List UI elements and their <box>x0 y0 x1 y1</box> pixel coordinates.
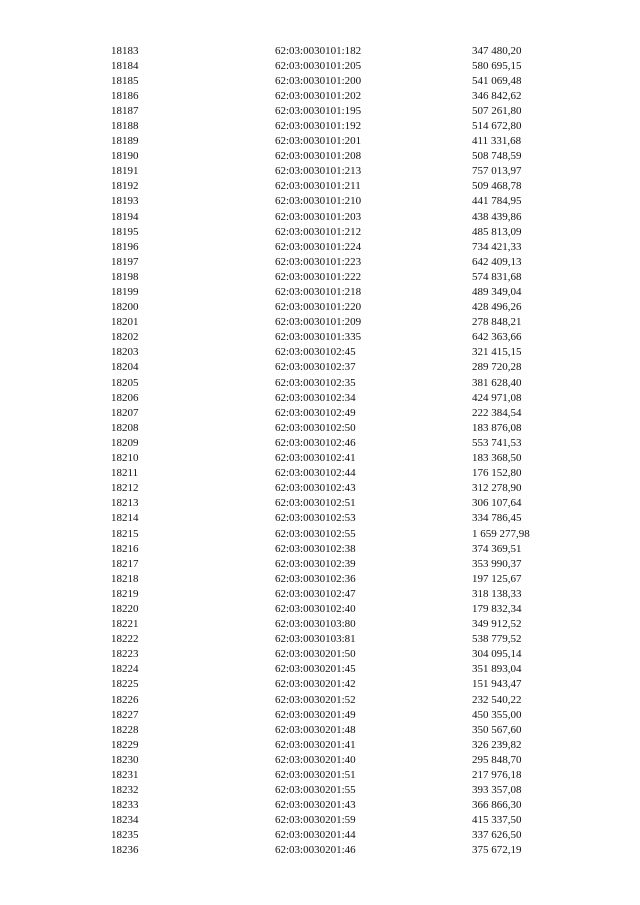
row-number: 18220 <box>111 602 139 615</box>
cadastral-number: 62:03:0030102:37 <box>275 361 356 374</box>
cadastral-number: 62:03:0030201:55 <box>275 784 356 797</box>
cadastral-number: 62:03:0030103:80 <box>275 618 356 631</box>
cadastral-value: 411 331,68 <box>472 135 522 148</box>
row-number: 18215 <box>111 527 139 540</box>
cadastral-number: 62:03:0030102:55 <box>275 527 356 540</box>
cadastral-value: 438 439,86 <box>472 210 522 223</box>
row-number: 18204 <box>111 361 139 374</box>
row-number: 18186 <box>111 89 139 102</box>
cadastral-value: 337 626,50 <box>472 829 522 842</box>
cadastral-value: 353 990,37 <box>472 557 522 570</box>
cadastral-value: 347 480,20 <box>472 44 522 57</box>
row-number: 18218 <box>111 572 139 585</box>
table-row <box>0 59 640 74</box>
cadastral-value: 366 866,30 <box>472 799 522 812</box>
cadastral-number: 62:03:0030101:222 <box>275 270 362 283</box>
cadastral-number: 62:03:0030102:38 <box>275 542 356 555</box>
table-row <box>0 511 640 526</box>
table-row <box>0 376 640 391</box>
cadastral-number: 62:03:0030201:40 <box>275 753 356 766</box>
table-row <box>0 738 640 753</box>
cadastral-number: 62:03:0030101:203 <box>275 210 362 223</box>
table-row <box>0 632 640 647</box>
row-number: 18231 <box>111 769 139 781</box>
cadastral-number: 62:03:0030101:209 <box>275 316 362 329</box>
table-row <box>0 527 640 542</box>
cadastral-number: 62:03:0030101:218 <box>275 286 362 298</box>
cadastral-number: 62:03:0030101:223 <box>275 255 362 268</box>
row-number: 18184 <box>111 59 139 72</box>
row-number: 18196 <box>111 240 139 253</box>
table-row <box>0 843 640 858</box>
cadastral-number: 62:03:0030201:43 <box>275 799 356 812</box>
cadastral-value: 441 784,95 <box>472 195 522 208</box>
cadastral-value: 375 672,19 <box>472 844 522 857</box>
table-row <box>0 134 640 149</box>
table-row <box>0 768 640 783</box>
row-number: 18224 <box>111 663 139 676</box>
row-number: 18200 <box>111 301 139 314</box>
cadastral-number: 62:03:0030101:202 <box>275 89 362 102</box>
table-row <box>0 693 640 708</box>
table-row <box>0 481 640 496</box>
row-number: 18235 <box>111 829 139 842</box>
cadastral-value: 306 107,64 <box>472 497 522 510</box>
cadastral-number: 62:03:0030101:182 <box>275 44 362 57</box>
cadastral-number: 62:03:0030102:51 <box>275 497 356 510</box>
table-row <box>0 255 640 270</box>
row-number: 18234 <box>111 814 139 827</box>
row-number: 18192 <box>111 180 139 193</box>
table-row <box>0 662 640 677</box>
cadastral-number: 62:03:0030201:45 <box>275 663 356 676</box>
row-number: 18233 <box>111 799 139 812</box>
table-row <box>0 542 640 557</box>
row-number: 18212 <box>111 482 139 495</box>
cadastral-number: 62:03:0030101:205 <box>275 59 362 72</box>
row-number: 18201 <box>111 316 139 329</box>
cadastral-number: 62:03:0030102:45 <box>275 346 356 359</box>
cadastral-number: 62:03:0030102:40 <box>275 602 356 615</box>
table-row <box>0 89 640 104</box>
table-row <box>0 300 640 315</box>
table-row <box>0 119 640 134</box>
cadastral-value: 574 831,68 <box>472 270 522 283</box>
cadastral-number: 62:03:0030101:212 <box>275 225 362 238</box>
cadastral-value: 514 672,80 <box>472 119 522 132</box>
table-row <box>0 451 640 466</box>
table-row <box>0 104 640 119</box>
table-row <box>0 723 640 738</box>
row-number: 18198 <box>111 270 139 283</box>
row-number: 18214 <box>111 512 139 525</box>
row-number: 18185 <box>111 74 139 87</box>
row-number: 18188 <box>111 119 139 132</box>
cadastral-value: 312 278,90 <box>472 482 522 495</box>
cadastral-value: 326 239,82 <box>472 738 522 751</box>
cadastral-number: 62:03:0030201:52 <box>275 693 356 706</box>
cadastral-number: 62:03:0030201:42 <box>275 678 356 691</box>
row-number: 18225 <box>111 678 139 691</box>
cadastral-value: 289 720,28 <box>472 361 522 374</box>
table-row <box>0 74 640 89</box>
cadastral-value: 278 848,21 <box>472 316 522 329</box>
table-row <box>0 240 640 255</box>
row-number: 18216 <box>111 542 139 555</box>
cadastral-number: 62:03:0030201:49 <box>275 708 356 721</box>
row-number: 18213 <box>111 497 139 510</box>
cadastral-value: 485 813,09 <box>472 225 522 238</box>
cadastral-value: 151 943,47 <box>472 678 522 691</box>
cadastral-value: 318 138,33 <box>472 587 522 600</box>
cadastral-value: 381 628,40 <box>472 376 522 389</box>
row-number: 18195 <box>111 225 139 238</box>
cadastral-number: 62:03:0030102:46 <box>275 436 356 449</box>
table-row <box>0 149 640 164</box>
table-row <box>0 179 640 194</box>
table-row <box>0 617 640 632</box>
cadastral-number: 62:03:0030101:210 <box>275 195 362 208</box>
cadastral-value: 393 357,08 <box>472 784 522 797</box>
cadastral-value: 757 013,97 <box>472 165 522 178</box>
table-row <box>0 270 640 285</box>
cadastral-number: 62:03:0030101:200 <box>275 74 362 87</box>
table-row <box>0 466 640 481</box>
cadastral-number: 62:03:0030101:192 <box>275 119 362 132</box>
row-number: 18190 <box>111 150 139 163</box>
table-row <box>0 194 640 209</box>
table-row <box>0 360 640 375</box>
cadastral-value: 232 540,22 <box>472 693 522 706</box>
cadastral-value: 642 409,13 <box>472 255 522 268</box>
row-number: 18202 <box>111 331 139 344</box>
row-number: 18223 <box>111 648 139 661</box>
cadastral-value: 509 468,78 <box>472 180 522 193</box>
cadastral-number: 62:03:0030201:44 <box>275 829 356 842</box>
row-number: 18194 <box>111 210 139 223</box>
row-number: 18222 <box>111 633 139 646</box>
table-row <box>0 285 640 300</box>
cadastral-value: 183 368,50 <box>472 452 522 465</box>
cadastral-number: 62:03:0030103:81 <box>275 633 356 646</box>
cadastral-value: 553 741,53 <box>472 436 522 449</box>
cadastral-value: 179 832,34 <box>472 602 522 615</box>
cadastral-number: 62:03:0030201:48 <box>275 723 356 736</box>
row-number: 18208 <box>111 421 139 434</box>
cadastral-number: 62:03:0030102:34 <box>275 391 356 404</box>
table-row <box>0 406 640 421</box>
table-row <box>0 798 640 813</box>
cadastral-value: 424 971,08 <box>472 391 522 404</box>
row-number: 18211 <box>111 467 139 480</box>
cadastral-number: 62:03:0030101:195 <box>275 104 362 117</box>
cadastral-value: 489 349,04 <box>472 286 522 298</box>
cadastral-value: 428 496,26 <box>472 301 522 314</box>
cadastral-number: 62:03:0030102:39 <box>275 557 356 570</box>
cadastral-number: 62:03:0030101:224 <box>275 240 362 253</box>
cadastral-value: 350 567,60 <box>472 723 522 736</box>
cadastral-number: 62:03:0030102:41 <box>275 452 356 465</box>
row-number: 18226 <box>111 693 139 706</box>
table-row <box>0 828 640 843</box>
cadastral-value: 541 069,48 <box>472 74 522 87</box>
table-row <box>0 44 640 59</box>
table-row <box>0 783 640 798</box>
table-row <box>0 708 640 723</box>
cadastral-number: 62:03:0030102:43 <box>275 482 356 495</box>
cadastral-value: 450 355,00 <box>472 708 522 721</box>
table-row <box>0 496 640 511</box>
cadastral-value: 374 369,51 <box>472 542 522 555</box>
data-table <box>0 44 640 859</box>
row-number: 18229 <box>111 738 139 751</box>
row-number: 18236 <box>111 844 139 857</box>
cadastral-value: 415 337,50 <box>472 814 522 827</box>
cadastral-value: 176 152,80 <box>472 467 522 480</box>
cadastral-value: 580 695,15 <box>472 59 522 72</box>
row-number: 18205 <box>111 376 139 389</box>
cadastral-value: 295 848,70 <box>472 753 522 766</box>
row-number: 18203 <box>111 346 139 359</box>
row-number: 18193 <box>111 195 139 208</box>
cadastral-value: 304 095,14 <box>472 648 522 661</box>
cadastral-number: 62:03:0030101:335 <box>275 331 362 344</box>
table-row <box>0 647 640 662</box>
cadastral-value: 349 912,52 <box>472 618 522 631</box>
table-row <box>0 164 640 179</box>
table-row <box>0 345 640 360</box>
cadastral-number: 62:03:0030201:41 <box>275 738 356 751</box>
cadastral-value: 508 748,59 <box>472 150 522 163</box>
cadastral-number: 62:03:0030201:46 <box>275 844 356 857</box>
table-row <box>0 315 640 330</box>
cadastral-number: 62:03:0030201:51 <box>275 769 356 781</box>
cadastral-value: 217 976,18 <box>472 769 522 781</box>
cadastral-number: 62:03:0030102:49 <box>275 406 356 419</box>
cadastral-number: 62:03:0030201:59 <box>275 814 356 827</box>
table-row <box>0 436 640 451</box>
row-number: 18207 <box>111 406 139 419</box>
table-row <box>0 225 640 240</box>
row-number: 18199 <box>111 286 139 298</box>
cadastral-number: 62:03:0030102:44 <box>275 467 356 480</box>
cadastral-number: 62:03:0030102:53 <box>275 512 356 525</box>
table-row <box>0 421 640 436</box>
cadastral-number: 62:03:0030101:211 <box>275 180 361 193</box>
row-number: 18191 <box>111 165 139 178</box>
table-row <box>0 572 640 587</box>
table-row <box>0 813 640 828</box>
table-row <box>0 210 640 225</box>
table-row <box>0 330 640 345</box>
cadastral-number: 62:03:0030102:47 <box>275 587 356 600</box>
table-row <box>0 753 640 768</box>
row-number: 18210 <box>111 452 139 465</box>
table-row <box>0 391 640 406</box>
row-number: 18221 <box>111 618 139 631</box>
cadastral-value: 197 125,67 <box>472 572 522 585</box>
row-number: 18217 <box>111 557 139 570</box>
cadastral-number: 62:03:0030102:36 <box>275 572 356 585</box>
row-number: 18227 <box>111 708 139 721</box>
cadastral-number: 62:03:0030101:213 <box>275 165 362 178</box>
cadastral-value: 734 421,33 <box>472 240 522 253</box>
row-number: 18219 <box>111 587 139 600</box>
table-row <box>0 602 640 617</box>
row-number: 18228 <box>111 723 139 736</box>
row-number: 18230 <box>111 753 139 766</box>
cadastral-value: 222 384,54 <box>472 406 522 419</box>
row-number: 18209 <box>111 436 139 449</box>
cadastral-value: 334 786,45 <box>472 512 522 525</box>
cadastral-number: 62:03:0030201:50 <box>275 648 356 661</box>
cadastral-value: 351 893,04 <box>472 663 522 676</box>
row-number: 18183 <box>111 44 139 57</box>
table-row <box>0 557 640 572</box>
table-row <box>0 587 640 602</box>
row-number: 18197 <box>111 255 139 268</box>
table-row <box>0 677 640 692</box>
row-number: 18206 <box>111 391 139 404</box>
cadastral-value: 321 415,15 <box>472 346 522 359</box>
cadastral-value: 538 779,52 <box>472 633 522 646</box>
row-number: 18189 <box>111 135 139 148</box>
cadastral-number: 62:03:0030101:201 <box>275 135 362 148</box>
cadastral-value: 183 876,08 <box>472 421 522 434</box>
cadastral-value: 346 842,62 <box>472 89 522 102</box>
cadastral-value: 642 363,66 <box>472 331 522 344</box>
cadastral-number: 62:03:0030102:35 <box>275 376 356 389</box>
row-number: 18232 <box>111 784 139 797</box>
row-number: 18187 <box>111 104 139 117</box>
cadastral-number: 62:03:0030102:50 <box>275 421 356 434</box>
cadastral-value: 507 261,80 <box>472 104 522 117</box>
cadastral-number: 62:03:0030101:220 <box>275 301 362 314</box>
cadastral-number: 62:03:0030101:208 <box>275 150 362 163</box>
cadastral-value: 1 659 277,98 <box>472 527 530 540</box>
